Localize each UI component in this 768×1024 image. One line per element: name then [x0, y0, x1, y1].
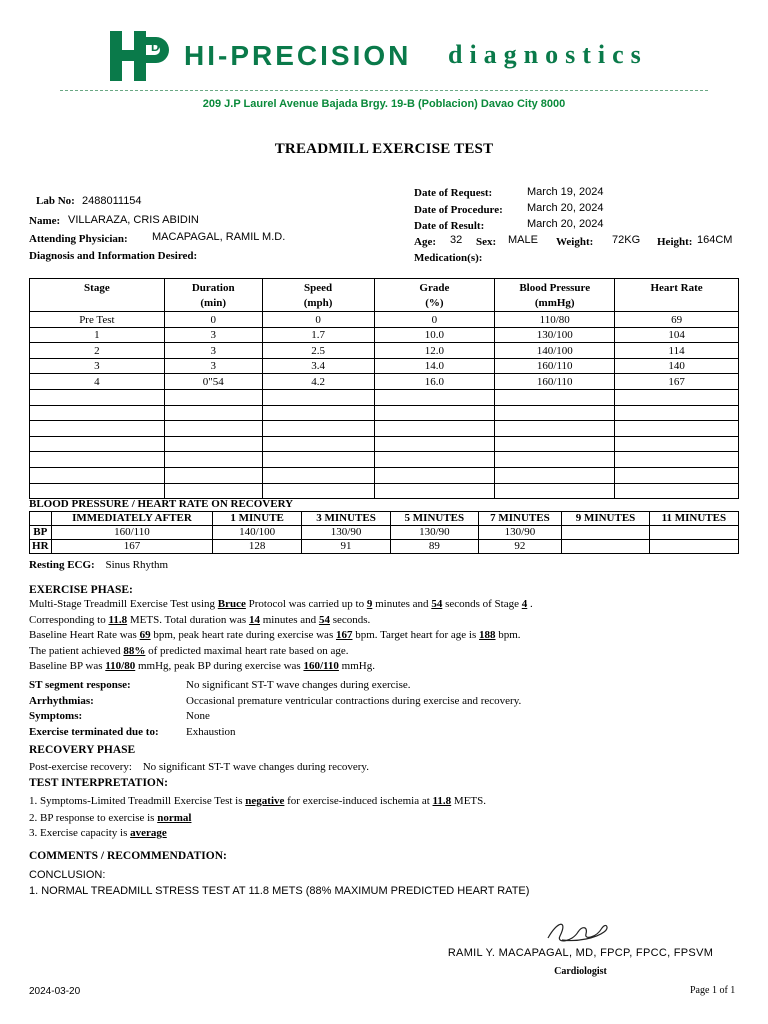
interpretation-list — [29, 794, 749, 842]
stage-cell-blood-pressure: 140/100 — [495, 343, 615, 359]
stage-row — [30, 436, 739, 452]
name-label: Name: — [29, 215, 61, 227]
stage-row — [30, 389, 739, 405]
stage-cell-grade — [374, 421, 495, 437]
stage-cell-blood-pressure — [495, 483, 615, 499]
finding-arrhythmias: Arrhythmias: Occasional premature ventricular contractions during exercise and recovery. — [29, 694, 522, 707]
stage-cell-blood-pressure — [495, 421, 615, 437]
recovery-cell: 128 — [213, 540, 302, 554]
resting-ecg-label: Resting ECG: — [29, 559, 95, 571]
exercise-line-3: Baseline Heart Rate was 69 bpm, peak heart rate during exercise was 167 bpm. Target heart for age is 188 bpm. — [29, 629, 521, 641]
signatory-name: RAMIL Y. MACAPAGAL, MD, FPCP, FPCC, FPSVM — [447, 947, 714, 959]
stage-cell-blood-pressure: 160/110 — [495, 358, 615, 374]
stage-cell-heart-rate: 104 — [615, 327, 739, 343]
physician-value: MACAPAGAL, RAMIL M.D. — [152, 231, 286, 243]
age-label: Age: — [414, 236, 436, 248]
recovery-cell — [562, 540, 649, 554]
stage-cell-grade: 0 — [374, 312, 495, 328]
stage-cell-speed — [262, 421, 374, 437]
recovery-row — [30, 540, 739, 554]
stage-cell-speed — [262, 436, 374, 452]
stage-cell-grade — [374, 389, 495, 405]
stage-cell-stage — [30, 421, 165, 437]
interpretation-item-2: 2. BP response to exercise is normal — [29, 811, 192, 824]
stage-cell-stage — [30, 436, 165, 452]
recovery-row-label: BP — [30, 526, 52, 540]
stage-cell-heart-rate — [615, 483, 739, 499]
stage-cell-speed — [262, 452, 374, 468]
finding-st-segment: ST segment response: No significant ST-T wave changes during exercise. — [29, 679, 411, 691]
stage-cell-blood-pressure — [495, 436, 615, 452]
stage-cell-duration — [164, 436, 262, 452]
stage-cell-stage: 3 — [30, 358, 165, 374]
stage-cell-stage — [30, 389, 165, 405]
stage-cell-stage: 2 — [30, 343, 165, 359]
sex-label: Sex: — [476, 236, 497, 248]
procedure-date-label: Date of Procedure: — [414, 204, 503, 216]
stage-cell-stage — [30, 405, 165, 421]
recovery-cell: 130/90 — [301, 526, 390, 540]
footer-date: 2024-03-20 — [29, 986, 81, 997]
stage-row — [30, 374, 739, 390]
lab-no-label: Lab No: — [36, 195, 75, 207]
recovery-cell: 92 — [478, 540, 562, 554]
stage-cell-heart-rate: 69 — [615, 312, 739, 328]
diagnosis-label: Diagnosis and Information Desired: — [29, 250, 198, 262]
recovery-phase-line — [29, 760, 369, 776]
stage-cell-blood-pressure — [495, 389, 615, 405]
stage-row — [30, 343, 739, 359]
exercise-line-2: Corresponding to 11.8 METS. Total duration was 14 minutes and 54 seconds. — [29, 613, 371, 626]
weight-value: 72KG — [612, 234, 641, 246]
recovery-table — [29, 511, 739, 554]
stage-cell-heart-rate — [615, 436, 739, 452]
request-date-value: March 19, 2024 — [527, 186, 604, 198]
company-logo — [110, 31, 172, 81]
findings-list — [29, 678, 749, 740]
rec-header-5min: 5 MINUTES — [391, 512, 478, 526]
lab-no-value: 2488011154 — [82, 195, 142, 207]
brand-name: HI-PRECISION — [184, 40, 412, 71]
interpretation-item-1: 1. Symptoms-Limited Treadmill Exercise Test is negative for exercise-induced ischemia at 11.8 METS. — [29, 795, 487, 807]
conclusion-text: 1. NORMAL TREADMILL STRESS TEST AT 11.8 METS (88% MAXIMUM PREDICTED HEART RATE) — [29, 885, 530, 897]
height-value: 164CM — [697, 234, 733, 246]
recovery-cell — [562, 526, 649, 540]
recovery-cell: 130/90 — [391, 526, 478, 540]
recovery-cell — [649, 526, 738, 540]
stage-cell-speed — [262, 483, 374, 499]
col-header-duration: Duration (min) — [164, 279, 262, 312]
col-header-stage: Stage — [30, 279, 165, 312]
col-header-grade: Grade (%) — [374, 279, 495, 312]
stage-cell-duration: 0 — [164, 312, 262, 328]
rec-header-9min: 9 MINUTES — [562, 512, 649, 526]
stage-cell-duration — [164, 483, 262, 499]
col-header-hr: Heart Rate — [615, 279, 739, 312]
stage-cell-heart-rate — [615, 405, 739, 421]
stage-table — [29, 278, 739, 499]
patient-name: VILLARAZA, CRIS ABIDIN — [68, 214, 199, 226]
signatory-role: Cardiologist — [554, 966, 607, 977]
svg-text:D: D — [151, 40, 160, 54]
stage-row — [30, 452, 739, 468]
recovery-row — [30, 526, 739, 540]
company-address: 209 J.P Laurel Avenue Bajada Brgy. 19-B (Poblacion) Davao City 8000 — [202, 98, 566, 110]
stage-cell-duration — [164, 421, 262, 437]
stage-cell-speed — [262, 389, 374, 405]
brand-subtitle: diagnostics — [448, 40, 648, 69]
document-title: TREADMILL EXERCISE TEST — [274, 141, 494, 157]
rec-header-1min: 1 MINUTE — [213, 512, 302, 526]
stage-row — [30, 421, 739, 437]
exercise-line-4: The patient achieved 88% of predicted maximal heart rate based on age. — [29, 644, 349, 657]
stage-cell-duration: 0"54 — [164, 374, 262, 390]
stage-cell-duration: 3 — [164, 343, 262, 359]
recovery-cell: 160/110 — [51, 526, 213, 540]
resting-ecg-value: Sinus Rhythm — [105, 559, 169, 571]
signature-block — [438, 924, 723, 964]
stage-cell-grade: 12.0 — [374, 343, 495, 359]
physician-label: Attending Physician: — [29, 233, 128, 245]
request-date-label: Date of Request: — [414, 187, 493, 199]
stage-cell-grade — [374, 405, 495, 421]
stage-row — [30, 358, 739, 374]
stage-table-header — [30, 279, 739, 312]
stage-cell-blood-pressure: 130/100 — [495, 327, 615, 343]
stage-cell-heart-rate — [615, 389, 739, 405]
medication-label: Medication(s): — [414, 252, 483, 264]
stage-cell-speed: 2.5 — [262, 343, 374, 359]
header-divider — [60, 90, 708, 91]
exercise-line-5: Baseline BP was 110/80 mmHg, peak BP during exercise was 160/110 mmHg. — [29, 660, 375, 672]
stage-cell-blood-pressure: 110/80 — [495, 312, 615, 328]
stage-cell-stage: 4 — [30, 374, 165, 390]
stage-cell-speed — [262, 405, 374, 421]
stage-row — [30, 312, 739, 328]
recovery-cell: 130/90 — [478, 526, 562, 540]
stage-cell-speed — [262, 467, 374, 483]
stage-row — [30, 405, 739, 421]
stage-cell-blood-pressure — [495, 467, 615, 483]
handwritten-signature — [538, 918, 618, 948]
comments-title: COMMENTS / RECOMMENDATION: — [29, 850, 227, 862]
exercise-phase-text — [29, 597, 749, 675]
col-header-bp: Blood Pressure (mmHg) — [495, 279, 615, 312]
procedure-date-value: March 20, 2024 — [527, 202, 604, 214]
stage-row — [30, 467, 739, 483]
conclusion-label: CONCLUSION: — [29, 869, 106, 881]
stage-cell-speed: 4.2 — [262, 374, 374, 390]
recovery-cell: 167 — [51, 540, 213, 554]
recovery-cell — [649, 540, 738, 554]
recovery-table-header — [30, 512, 739, 526]
stage-cell-duration: 3 — [164, 358, 262, 374]
finding-symptoms: Symptoms: None — [29, 710, 210, 722]
interpretation-title: TEST INTERPRETATION: — [29, 777, 168, 789]
recovery-cell: 91 — [301, 540, 390, 554]
stage-cell-speed: 0 — [262, 312, 374, 328]
stage-cell-blood-pressure — [495, 405, 615, 421]
stage-cell-duration — [164, 452, 262, 468]
stage-cell-grade: 10.0 — [374, 327, 495, 343]
stage-cell-stage — [30, 483, 165, 499]
recovery-row-label: HR — [30, 540, 52, 554]
stage-cell-grade: 14.0 — [374, 358, 495, 374]
rec-header-7min: 7 MINUTES — [478, 512, 562, 526]
resting-ecg — [29, 559, 168, 571]
rec-header-blank — [30, 512, 52, 526]
result-date-value: March 20, 2024 — [527, 218, 604, 230]
stage-row — [30, 483, 739, 499]
weight-label: Weight: — [556, 236, 594, 248]
recovery-table-title: BLOOD PRESSURE / HEART RATE ON RECOVERY — [29, 498, 294, 510]
rec-header-11min: 11 MINUTES — [649, 512, 738, 526]
recovery-phase-title: RECOVERY PHASE — [29, 744, 136, 756]
col-header-speed: Speed (mph) — [262, 279, 374, 312]
stage-cell-stage — [30, 452, 165, 468]
stage-cell-heart-rate — [615, 467, 739, 483]
age-value: 32 — [450, 234, 463, 246]
stage-cell-grade — [374, 452, 495, 468]
recovery-cell: 140/100 — [213, 526, 302, 540]
page-number: Page 1 of 1 — [690, 985, 736, 996]
stage-cell-heart-rate: 140 — [615, 358, 739, 374]
rec-header-3min: 3 MINUTES — [301, 512, 390, 526]
stage-cell-duration — [164, 467, 262, 483]
stage-cell-grade — [374, 483, 495, 499]
stage-cell-duration — [164, 389, 262, 405]
exercise-line-1: Multi-Stage Treadmill Exercise Test using Bruce Protocol was carried up to 9 minutes and 54 seconds of Stage 4 . — [29, 598, 533, 610]
result-date-label: Date of Result: — [414, 220, 485, 232]
stage-cell-blood-pressure: 160/110 — [495, 374, 615, 390]
stage-cell-grade — [374, 467, 495, 483]
height-label: Height: — [657, 236, 693, 248]
stage-cell-speed: 3.4 — [262, 358, 374, 374]
stage-cell-blood-pressure — [495, 452, 615, 468]
stage-cell-grade — [374, 436, 495, 452]
stage-cell-duration — [164, 405, 262, 421]
stage-cell-duration: 3 — [164, 327, 262, 343]
post-recovery-value: No significant ST-T wave changes during recovery. — [142, 761, 369, 773]
stage-cell-heart-rate — [615, 421, 739, 437]
stage-row — [30, 327, 739, 343]
sex-value: MALE — [508, 234, 538, 246]
interpretation-item-3: 3. Exercise capacity is average — [29, 827, 167, 839]
recovery-cell: 89 — [391, 540, 478, 554]
stage-cell-heart-rate — [615, 452, 739, 468]
exercise-phase-title: EXERCISE PHASE: — [29, 584, 133, 596]
stage-cell-grade: 16.0 — [374, 374, 495, 390]
stage-cell-stage: Pre Test — [30, 312, 165, 328]
stage-cell-heart-rate: 167 — [615, 374, 739, 390]
stage-cell-stage — [30, 467, 165, 483]
finding-termination: Exercise terminated due to: Exhaustion — [29, 725, 236, 738]
stage-cell-stage: 1 — [30, 327, 165, 343]
stage-cell-heart-rate: 114 — [615, 343, 739, 359]
stage-cell-speed: 1.7 — [262, 327, 374, 343]
rec-header-immediately: IMMEDIATELY AFTER — [51, 512, 213, 526]
post-recovery-label: Post-exercise recovery: — [29, 761, 132, 773]
